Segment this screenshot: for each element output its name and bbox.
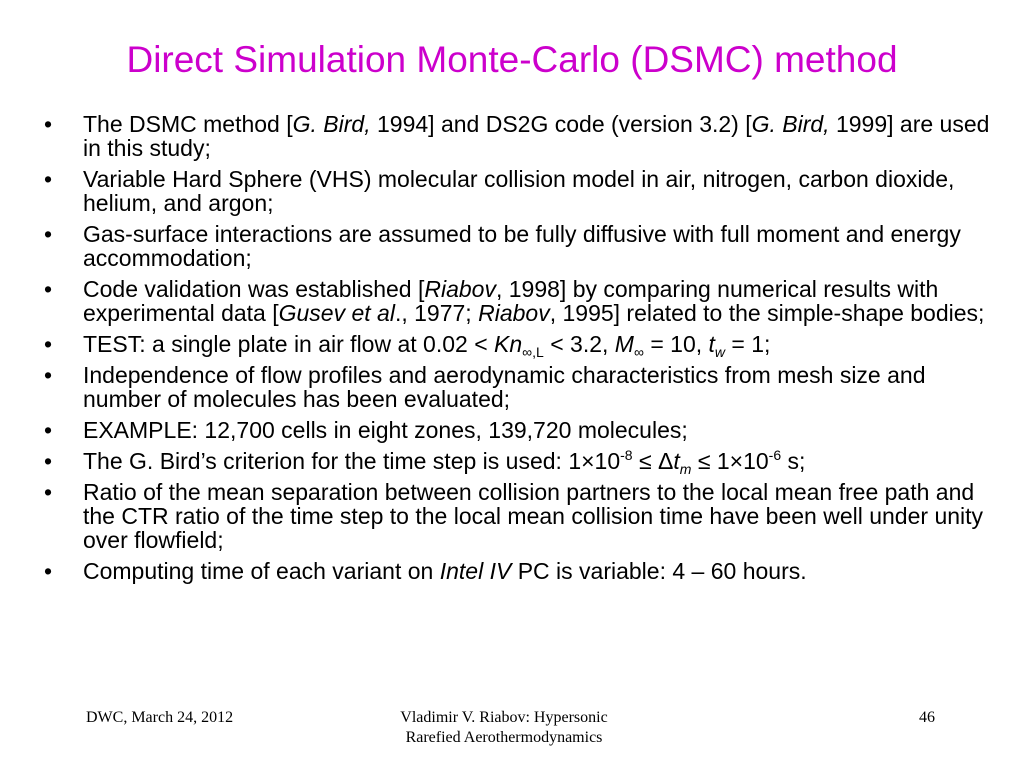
footer-author-line: Vladimir V. Riabov: Hypersonic	[400, 709, 608, 726]
bullet-text: Code validation was established [Riabov, 1998] by comparing numerical results with experimental data [Gusev et al., 1977; Riabov, 1995] related to the simple-shape bodies;	[83, 276, 985, 326]
footer-author	[364, 708, 644, 748]
footer-date: DWC, March 24, 2012	[86, 709, 234, 726]
footer-author-line: Rarefied Aerothermodynamics	[405, 729, 603, 746]
bullet-list	[44, 112, 994, 590]
bullet-text: TEST: a single plate in air flow at $0.02 < Kn_{\infty,L} < 3.2$, $M_\infty = 10$, $t_w = 1$;	[83, 331, 771, 360]
bullet-text: The G. Bird’s criterion for the time step is used: $1\times 10^{-8} \le \Delta t_m \le 1\times 10^{-6}$ s;	[83, 447, 806, 477]
bullet-item	[44, 418, 994, 442]
bullet-text: Ratio of the mean separation between collision partners to the local mean free path and the CTR ratio of the time step to the local mean collision time have been well under unity over flowfield;	[83, 479, 984, 553]
bullet-item	[44, 363, 994, 411]
bullet-marker: •	[44, 221, 53, 247]
bullet-text: Variable Hard Sphere (VHS) molecular collision model in air, nitrogen, carbon dioxide, helium, and argon;	[83, 166, 955, 216]
bullet-item	[44, 480, 994, 552]
bullet-text: Computing time of each variant on Intel IV PC is variable: 4 – 60 hours.	[83, 558, 807, 584]
bullet-marker: •	[44, 479, 53, 505]
bullet-marker: •	[44, 111, 53, 137]
bullet-text: EXAMPLE: 12,700 cells in eight zones, 139,720 molecules;	[83, 417, 688, 443]
bullet-marker: •	[44, 331, 53, 357]
bullet-text: Gas-surface interactions are assumed to be fully diffusive with full moment and energy accommodation;	[83, 221, 961, 271]
bullet-marker: •	[44, 362, 53, 388]
bullet-item	[44, 167, 994, 215]
bullet-item	[44, 112, 994, 160]
bullet-text: Independence of flow profiles and aerodynamic characteristics from mesh size and number of molecules has been evaluated;	[83, 362, 926, 412]
bullet-marker: •	[44, 417, 53, 443]
bullet-item	[44, 331, 994, 360]
bullet-item	[44, 559, 994, 583]
bullet-item	[44, 277, 994, 325]
slide-number: 46	[919, 709, 935, 726]
bullet-marker: •	[44, 448, 53, 474]
bullet-item	[44, 222, 994, 270]
bullet-text: The DSMC method [G. Bird, 1994] and DS2G code (version 3.2) [G. Bird, 1999] are used in this study;	[83, 111, 990, 161]
bullet-marker: •	[44, 558, 53, 584]
slide-title: Direct Simulation Monte-Carlo (DSMC) method	[126, 39, 898, 80]
bullet-marker: •	[44, 276, 53, 302]
bullet-marker: •	[44, 166, 53, 192]
bullet-item	[44, 447, 994, 477]
